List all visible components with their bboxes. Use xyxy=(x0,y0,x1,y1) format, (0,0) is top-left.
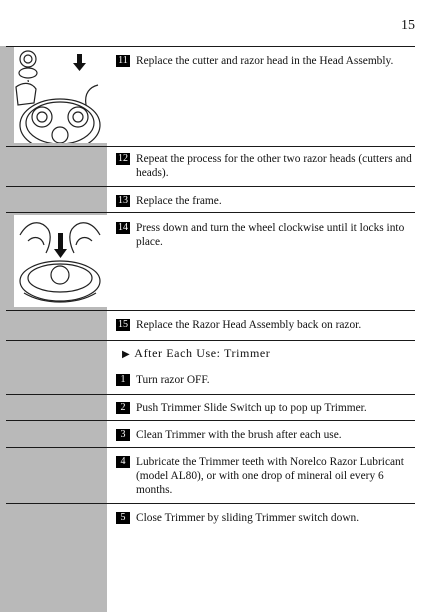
divider xyxy=(6,420,415,421)
divider xyxy=(6,212,415,213)
step-number-badge: 3 xyxy=(116,429,130,441)
step-text: Repeat the process for the other two razor heads (cutters and heads). xyxy=(136,153,412,179)
step-number-badge: 2 xyxy=(116,402,130,414)
step-text: Replace the cutter and razor head in the Head Assembly. xyxy=(136,55,394,67)
head-assembly-illustration xyxy=(14,47,107,143)
divider xyxy=(6,186,415,187)
step-text: Close Trimmer by sliding Trimmer switch down. xyxy=(136,512,360,524)
section-heading-text: After Each Use: Trimmer xyxy=(134,346,271,360)
divider xyxy=(6,46,415,47)
step-number-badge: 1 xyxy=(116,374,130,386)
step-text: Turn razor OFF. xyxy=(136,374,210,386)
step-text: Lubricate the Trimmer teeth with Norelco Razor Lubricant (model AL80), or with one drop of mineral oil every 6 months. xyxy=(136,456,404,496)
right-triangle-icon: ▶ xyxy=(122,349,131,360)
step-text: Clean Trimmer with the brush after each use. xyxy=(136,429,342,441)
step-text: Replace the frame. xyxy=(136,195,222,207)
divider xyxy=(6,340,415,341)
wheel-locking-illustration xyxy=(14,215,107,307)
step-number-badge: 5 xyxy=(116,512,130,524)
step-text: Push Trimmer Slide Switch up to pop up Trimmer. xyxy=(136,402,367,414)
step-number-badge: 4 xyxy=(116,456,130,468)
step-number-badge: 13 xyxy=(118,195,128,206)
down-arrow-icon xyxy=(54,233,67,258)
divider xyxy=(6,310,415,311)
divider xyxy=(6,503,415,504)
section-heading xyxy=(122,346,270,361)
divider xyxy=(6,394,415,395)
step-number-badge: 11 xyxy=(116,55,130,67)
step-number-badge: 15 xyxy=(118,319,128,330)
step-number-badge: 14 xyxy=(118,222,128,233)
down-arrow-icon xyxy=(73,54,86,71)
step-number-badge: 12 xyxy=(118,153,128,164)
step-text: Replace the Razor Head Assembly back on razor. xyxy=(136,319,362,331)
page-number: 15 xyxy=(401,18,415,33)
divider xyxy=(6,146,415,147)
divider xyxy=(6,447,415,448)
step-text: Press down and turn the wheel clockwise until it locks into place. xyxy=(136,222,405,248)
